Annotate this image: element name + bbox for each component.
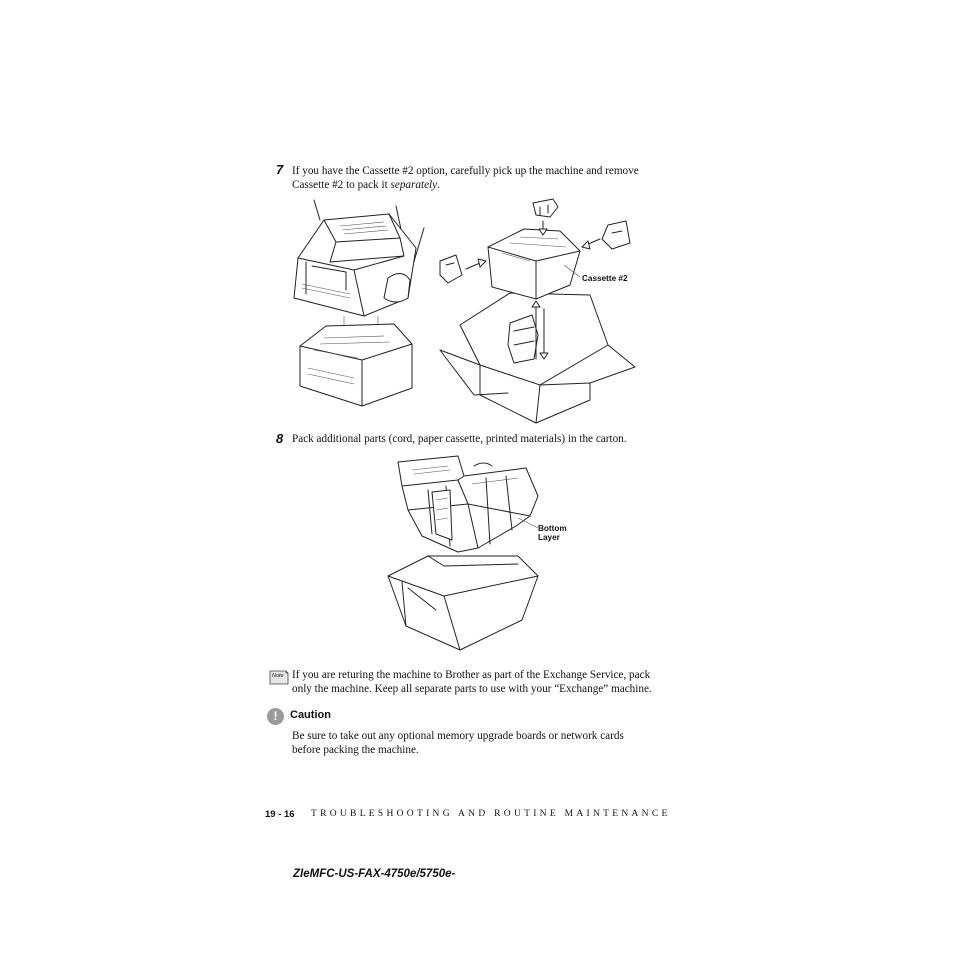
document-id: ZIeMFC-US-FAX-4750e/5750e- bbox=[293, 868, 456, 880]
section-title: TROUBLESHOOTING AND ROUTINE MAINTENANCE bbox=[311, 809, 671, 819]
step-7-line-1: If you have the Cassette #2 option, carefully pick up the machine and remove bbox=[292, 165, 639, 177]
caution-line-1: Be sure to take out any optional memory upgrade boards or network cards bbox=[292, 730, 624, 742]
step-7-line-2-suffix: . bbox=[437, 179, 440, 191]
step-7-line-2 bbox=[292, 178, 672, 192]
caution-title: Caution bbox=[290, 709, 331, 721]
caution-line-2: before packing the machine. bbox=[292, 744, 419, 756]
cassette-2-callout: Cassette #2 bbox=[582, 274, 628, 283]
bottom-layer-callout-line-1: Bottom bbox=[538, 524, 567, 533]
caution-text bbox=[292, 729, 672, 757]
step-7-text bbox=[292, 164, 672, 192]
figure-pack-machine-illustration bbox=[440, 195, 640, 425]
note-line-1: If you are returing the machine to Brother as part of the Exchange Service, pack bbox=[292, 669, 651, 681]
figure-bottom-layer-illustration bbox=[388, 456, 548, 652]
step-7-number: 7 bbox=[276, 162, 284, 177]
note-text bbox=[292, 668, 692, 696]
step-8-number: 8 bbox=[276, 431, 284, 446]
bottom-layer-callout bbox=[538, 524, 567, 542]
step-7-emphasis: separately bbox=[390, 179, 438, 191]
figure-lift-machine-illustration bbox=[284, 198, 434, 408]
step-8-text: Pack additional parts (cord, paper cassette, printed materials) in the carton. bbox=[292, 433, 627, 445]
page-number: 19 - 16 bbox=[265, 809, 295, 820]
caution-icon bbox=[267, 708, 284, 725]
note-line-2: only the machine. Keep all separate parts to use with your “Exchange” machine. bbox=[292, 683, 652, 695]
caution-exclamation-glyph: ! bbox=[273, 709, 278, 723]
step-7-line-2-prefix: Cassette #2 to pack it bbox=[292, 179, 391, 191]
note-icon bbox=[269, 670, 289, 685]
note-icon-label: Note bbox=[272, 673, 284, 679]
bottom-layer-callout-line-2: Layer bbox=[538, 533, 560, 542]
